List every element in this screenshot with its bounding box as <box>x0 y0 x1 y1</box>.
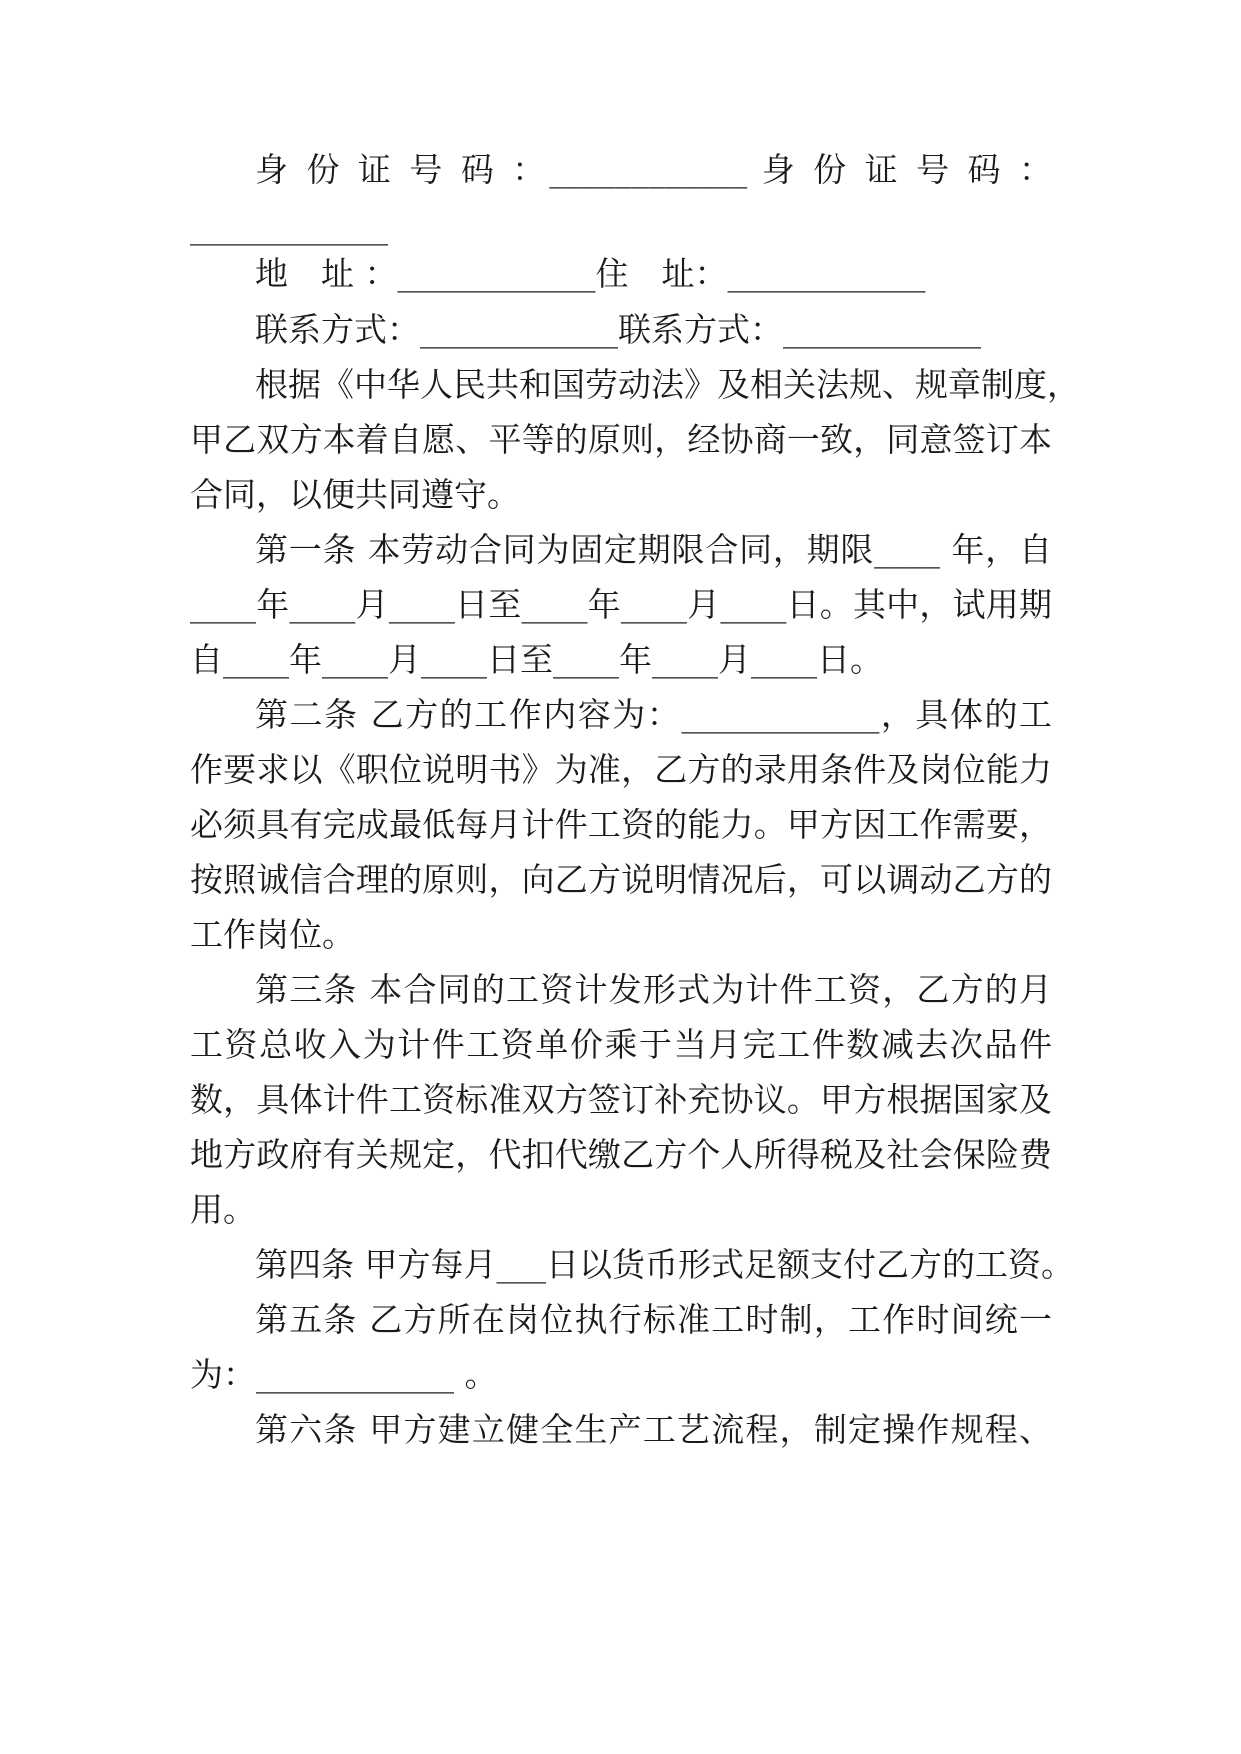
article-3-line: 工资总收入为计件工资单价乘于当月完工件数减去次品件 <box>190 1025 1052 1064</box>
article-3-line: 地方政府有关规定，代扣代缴乙方个人所得税及社会保险费 <box>190 1135 1052 1174</box>
address-line: 地 址 ：____________住 址：____________ <box>255 254 926 293</box>
article-2-line: 作要求以《职位说明书》为准，乙方的录用条件及岗位能力 <box>190 750 1052 789</box>
contact-line: 联系方式：____________联系方式：____________ <box>255 310 981 349</box>
article-1-line: ____年____月____日至____年____月____日。其中，试用期 <box>190 585 1052 624</box>
article-2-line: 工作岗位。 <box>190 915 355 954</box>
id-number-blank-line: ____________ <box>190 207 388 246</box>
preamble-line: 合同，以便共同遵守。 <box>190 475 520 514</box>
article-2-line: 按照诚信合理的原则，向乙方说明情况后，可以调动乙方的 <box>190 860 1052 899</box>
article-1-line: 自____年____月____日至____年____月____日。 <box>190 640 883 679</box>
article-5-line: 为：____________ 。 <box>190 1355 498 1394</box>
article-4-line: 第四条 甲方每月___日以货币形式足额支付乙方的工资。 <box>255 1245 1074 1284</box>
article-3-line: 第三条 本合同的工资计发形式为计件工资，乙方的月 <box>255 970 1052 1009</box>
article-1-line: 第一条 本劳动合同为固定期限合同，期限____ 年，自 <box>255 530 1052 569</box>
article-6-line: 第六条 甲方建立健全生产工艺流程，制定操作规程、 <box>255 1410 1052 1449</box>
article-3-line: 用。 <box>190 1190 256 1229</box>
id-number-line: 身 份 证 号 码 ：____________ 身 份 证 号 码 ： <box>255 150 1052 189</box>
article-2-line: 第二条 乙方的工作内容为：____________，具体的工 <box>255 695 1052 734</box>
preamble-line: 甲乙双方本着自愿、平等的原则，经协商一致，同意签订本 <box>190 420 1052 459</box>
article-3-line: 数，具体计件工资标准双方签订补充协议。甲方根据国家及 <box>190 1080 1052 1119</box>
preamble-line: 根据《中华人民共和国劳动法》及相关法规、规章制度， <box>255 365 1080 404</box>
article-5-line: 第五条 乙方所在岗位执行标准工时制，工作时间统一 <box>255 1300 1052 1339</box>
article-2-line: 必须具有完成最低每月计件工资的能力。甲方因工作需要， <box>190 805 1052 844</box>
